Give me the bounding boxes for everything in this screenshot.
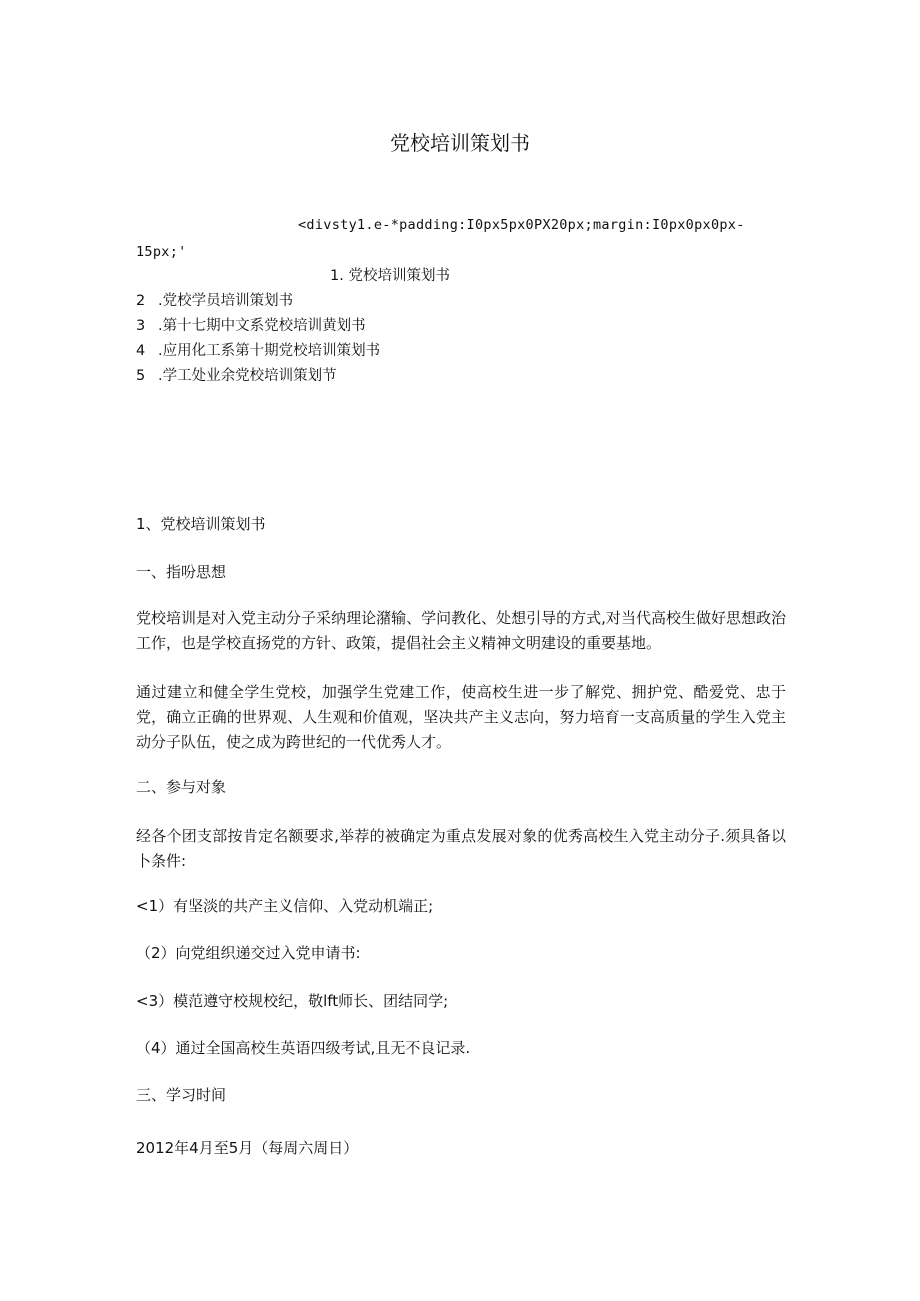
condition-2: （2）向党组织递交过入党申请书: xyxy=(136,944,361,962)
toc-item-number: 2 xyxy=(136,293,146,309)
toc-item-text: .学工处业余党校培训策划节 xyxy=(158,368,337,384)
paragraph-guiding-1: 党校培训是对入党主动分子采纳理论潴输、学问教化、处想引导的方式,对当代高校生做好思想政治工作，也是学校直扬党的方针、政策，提倡社会主义精神文明建设的重要基地。 xyxy=(136,609,786,652)
code-fragment-line-2: 15px;' xyxy=(136,244,187,260)
document-title: 党校培训策划书 xyxy=(390,131,530,155)
toc-item-2 xyxy=(136,291,293,311)
toc-item-number: 1. xyxy=(330,268,344,284)
paragraph-participants: 经各个团支部按肯定名额要求,举荐的被确定为重点发展对象的优秀高校生入党主动分子.须具备以卜条件: xyxy=(136,827,786,870)
toc-item-text: .第十七期中文系党校培训黄划书 xyxy=(158,318,366,334)
study-time-value: 2012年4月至5月（每周六周日） xyxy=(136,1139,359,1157)
code-fragment-line-1: <divsty1.e-*padding:I0px5px0PX20px;margin:I0px0px0px- xyxy=(298,217,745,233)
toc-item-5 xyxy=(136,366,337,386)
section-title: 1、党校培训策划书 xyxy=(136,515,266,533)
toc-item-4 xyxy=(136,341,380,361)
condition-4: （4）通过全国高校生英语四级考试,且无不良记录. xyxy=(136,1039,471,1057)
heading-participants: 二、参与对象 xyxy=(136,778,227,796)
toc-item-number: 3 xyxy=(136,318,146,334)
paragraph-guiding-2: 通过建立和健全学生党校，加强学生党建工作，使高校生进一步了解党、拥护党、酷爱党、忠于党，确立正确的世界观、人生观和价值观，坚决共产主义志向，努力培育一支高质量的学生入党主动分子队伍，使之成为跨世纪的一代优秀人才。 xyxy=(136,683,786,751)
toc-item-text: .党校学员培训策划书 xyxy=(158,293,294,309)
toc-item-text: .应用化工系第十期党校培训策划书 xyxy=(158,343,381,359)
toc-item-3 xyxy=(136,316,366,336)
condition-1: <1）有坚淡的共产主义信仰、入党动机端正; xyxy=(136,897,434,915)
condition-3: <3）模范遵守校规校纪，敬lft师长、团结同学; xyxy=(136,992,449,1010)
toc-item-number: 5 xyxy=(136,368,146,384)
heading-guiding-ideology: 一、指吩思想 xyxy=(136,563,227,581)
toc-item-text: 党校培训策划书 xyxy=(348,268,450,284)
toc-item-number: 4 xyxy=(136,343,146,359)
heading-study-time: 三、学习时间 xyxy=(136,1086,227,1104)
toc-item-1 xyxy=(330,266,450,286)
